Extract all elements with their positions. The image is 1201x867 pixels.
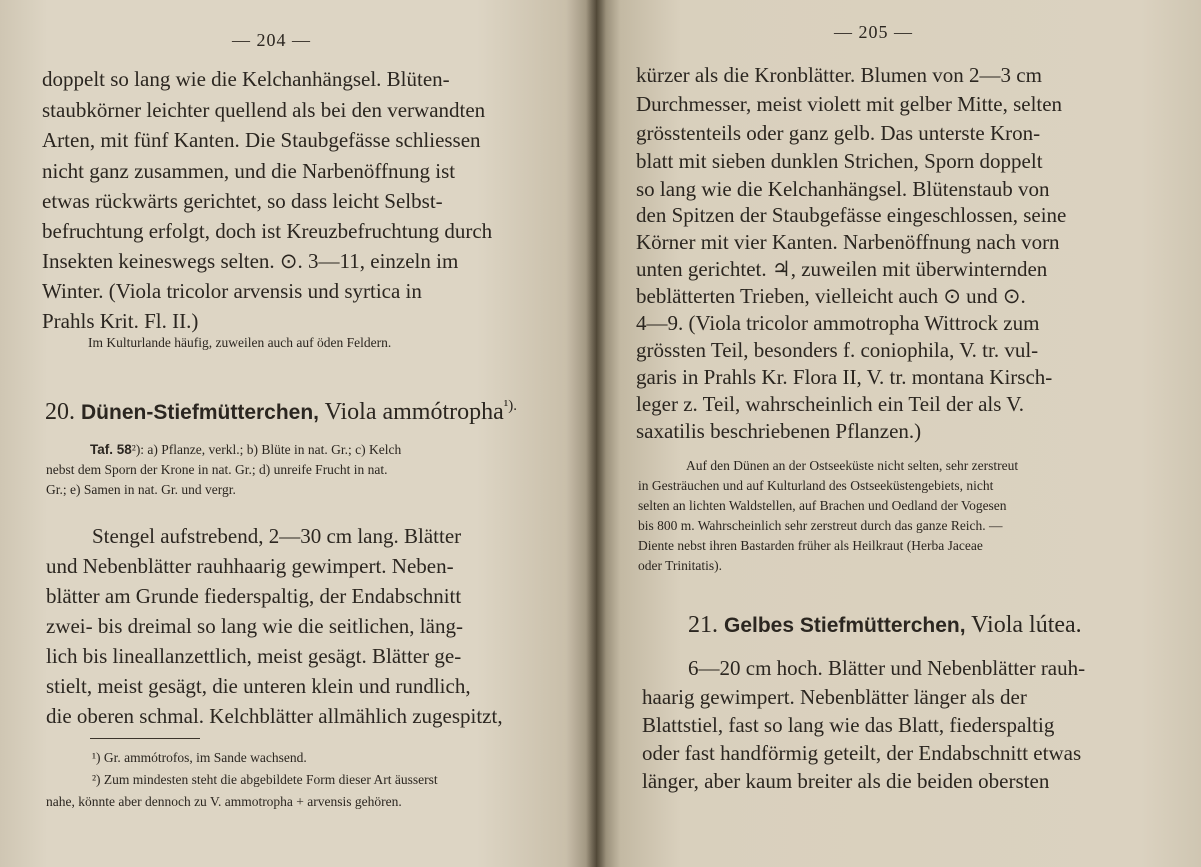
text-line: kürzer als die Kronblätter. Blumen von 2—3 cm (636, 63, 1042, 87)
plate-note-text: ²): a) Pflanze, verkl.; b) Blüte in nat. Gr.; c) Kelch (131, 442, 402, 457)
species-number: 20. (45, 399, 75, 425)
right-page (596, 0, 1201, 867)
habitat-line: in Gesträuchen und auf Kulturland des Ostseeküstengebiets, nicht (638, 478, 994, 493)
page-number: — 205 — (834, 22, 913, 42)
text-line: so lang wie die Kelchanhängsel. Blütenstaub von (636, 177, 1050, 201)
text-line: Durchmesser, meist violett mit gelber Mitte, selten (636, 92, 1063, 116)
plate-reference: Taf. 58 (90, 442, 132, 457)
text-line: oder fast handförmig geteilt, der Endabschnitt etwas (642, 741, 1082, 765)
habitat-line: selten an lichten Waldstellen, auf Brachen und Oedland der Vogesen (638, 498, 1007, 513)
text-line: 4—9. (Viola tricolor ammotropha Wittrock zum (636, 311, 1040, 335)
text-line: die oberen schmal. Kelchblätter allmählich zugespitzt, (46, 704, 503, 728)
plate-note-line (90, 440, 401, 459)
text-line: garis in Prahls Kr. Flora II, V. tr. montana Kirsch- (636, 365, 1053, 389)
habitat-line: bis 800 m. Wahrscheinlich sehr zerstreut durch das ganze Reich. — (638, 518, 1003, 533)
species-german-name: Dünen-Stiefmütterchen, (81, 401, 320, 424)
footnote-line: ²) Zum mindesten steht die abgebildete Form dieser Art äusserst (92, 772, 438, 787)
text-line: zwei- bis dreimal so lang wie die seitlichen, läng- (46, 614, 463, 638)
text-line: länger, aber kaum breiter als die beiden obersten (642, 769, 1050, 793)
text-line: Arten, mit fünf Kanten. Die Staubgefässe schliessen (42, 128, 481, 152)
habitat-line: oder Trinitatis). (638, 558, 723, 573)
text-line: Insekten keineswegs selten. ⊙. 3—11, einzeln im (42, 249, 459, 273)
text-line: saxatilis beschriebenen Pflanzen.) (636, 419, 922, 443)
species-latin-name: Viola lútea. (971, 612, 1082, 638)
book-gutter (586, 0, 606, 867)
habitat-line: Diente nebst ihren Bastarden früher als Heilkraut (Herba Jaceae (638, 538, 983, 553)
left-page (0, 0, 596, 867)
text-line: den Spitzen der Staubgefässe eingeschlossen, seine (636, 203, 1067, 227)
text-line: staubkörner leichter quellend als bei den verwandten (42, 98, 486, 122)
habitat-note: Im Kulturlande häufig, zuweilen auch auf öden Feldern. (88, 335, 392, 350)
species-heading-20 (45, 398, 517, 426)
text-line: Blattstiel, fast so lang wie das Blatt, fiederspaltig (642, 713, 1055, 737)
species-number: 21. (688, 612, 718, 638)
species-heading-21 (688, 612, 1082, 639)
text-line: lich bis lineallanzettlich, meist gesägt. Blätter ge- (46, 644, 462, 668)
footnote-line: nahe, könnte aber dennoch zu V. ammotropha + arvensis gehören. (46, 794, 402, 809)
text-line: beblätterten Trieben, vielleicht auch ⊙ und ⊙. (636, 284, 1026, 308)
text-line: etwas rückwärts gerichtet, so dass leicht Selbst- (42, 189, 443, 213)
text-line: grösstenteils oder ganz gelb. Das unterste Kron- (636, 121, 1041, 145)
text-line: blatt mit sieben dunklen Strichen, Sporn doppelt (636, 149, 1043, 173)
text-line: befruchtung erfolgt, doch ist Kreuzbefruchtung durch (42, 219, 493, 243)
plate-note-line: Gr.; e) Samen in nat. Gr. und vergr. (46, 482, 236, 497)
text-line: Stengel aufstrebend, 2—30 cm lang. Blätter (92, 524, 462, 548)
habitat-line: Auf den Dünen an der Ostseeküste nicht selten, sehr zerstreut (686, 458, 1019, 473)
text-line: leger z. Teil, wahrscheinlich ein Teil der als V. (636, 392, 1024, 416)
text-line: nicht ganz zusammen, und die Narbenöffnung ist (42, 159, 456, 183)
species-german-name: Gelbes Stiefmütterchen, (724, 614, 966, 637)
text-line: haarig gewimpert. Nebenblätter länger als der (642, 685, 1027, 709)
text-line: 6—20 cm hoch. Blätter und Nebenblätter rauh- (688, 656, 1086, 680)
text-line: unten gerichtet. ♃, zuweilen mit überwinternden (636, 257, 1048, 281)
text-line: Prahls Krit. Fl. II.) (42, 309, 199, 333)
text-line: Körner mit vier Kanten. Narbenöffnung nach vorn (636, 230, 1060, 254)
footnote-mark: ¹). (503, 398, 518, 414)
text-line: und Nebenblätter rauhhaarig gewimpert. Neben- (46, 554, 454, 578)
footnote-divider (90, 738, 200, 739)
text-line: doppelt so lang wie die Kelchanhängsel. Blüten- (42, 67, 450, 91)
plate-note-line: nebst dem Sporn der Krone in nat. Gr.; d) unreife Frucht in nat. (46, 462, 388, 477)
text-line: Winter. (Viola tricolor arvensis und syrtica in (42, 279, 422, 303)
text-line: stielt, meist gesägt, die unteren klein und rundlich, (46, 674, 471, 698)
page-number: — 204 — (232, 30, 311, 50)
text-line: grössten Teil, besonders f. coniophila, V. tr. vul- (636, 338, 1039, 362)
footnote-line: ¹) Gr. ammótrofos, im Sande wachsend. (92, 750, 307, 765)
species-latin-name: Viola ammótropha (324, 399, 504, 425)
text-line: blätter am Grunde fiederspaltig, der Endabschnitt (46, 584, 462, 608)
